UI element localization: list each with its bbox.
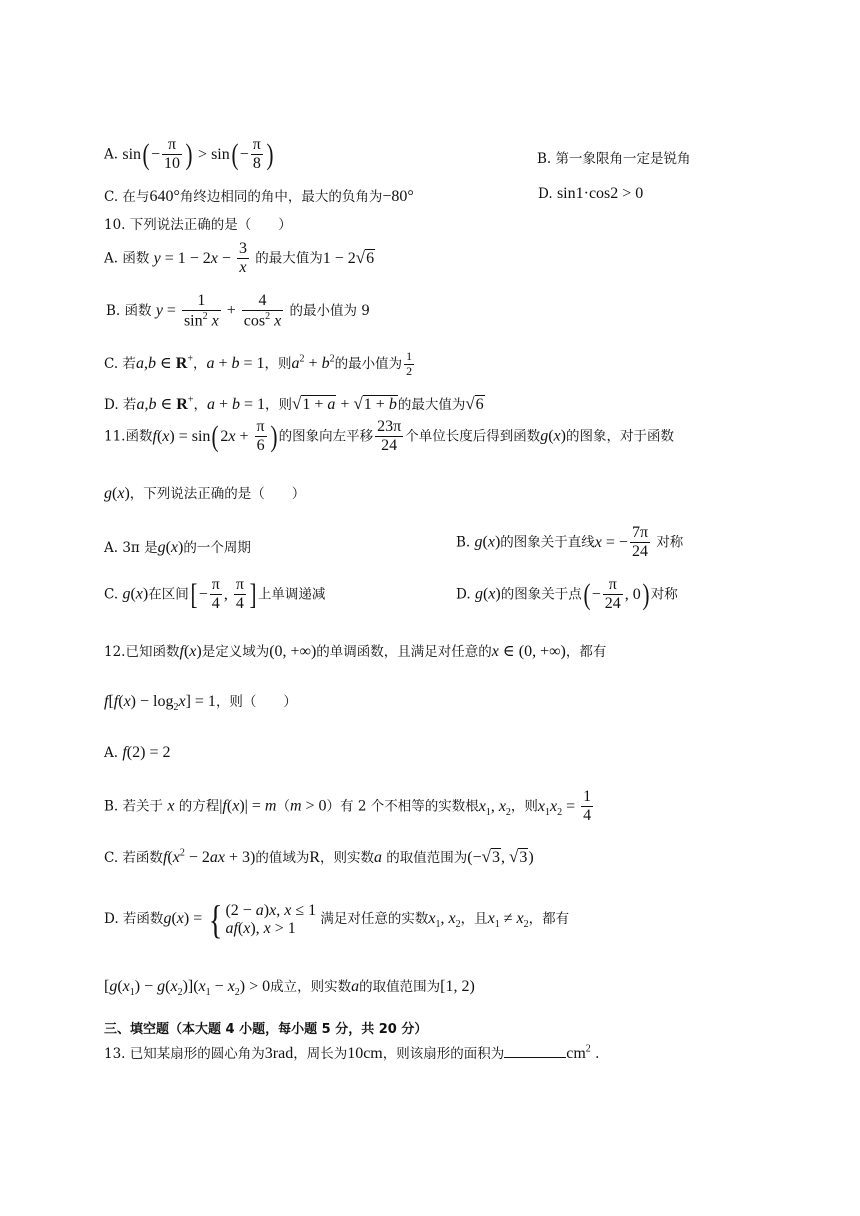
q11-option-d: D. g(x)的图象关于点(− $\frac{\pi}{24}$ , 0) 对称 bbox=[456, 576, 678, 613]
q12-option-c: C. 若函数$f(x^2 - 2ax + 3)$的值域为R，则实数a 的取值范围为(−√3, √3) bbox=[104, 847, 534, 866]
q11-stem-line2: g(x)，下列说法正确的是（ ） bbox=[104, 485, 306, 502]
q10-option-d: D. 若a,b ∈ R+，a + b = 1，则√1 + a + √1 + b的最大值为√6 bbox=[104, 394, 484, 413]
q12-option-a: A. f(2) = 2 bbox=[104, 744, 171, 761]
q12-stem-line2: $f[f(x) - \log_2x] = 1$，则（ ） bbox=[104, 693, 297, 714]
section-heading: 三、填空题（本大题 4 小题，每小题 5 分，共 20 分） bbox=[104, 1022, 428, 1037]
q11-option-c: C. g(x)在区间[− $\frac{\pi}{4}$ , $\frac{\pi}{4}$ ] 上单调递减 bbox=[104, 576, 326, 613]
q9-option-d: D. sin1·cos2 > 0 bbox=[538, 185, 644, 202]
option-label: A. bbox=[104, 146, 119, 163]
q12-stem-line1: 12.已知函数f(x)是定义域为(0, +∞)的单调函数，且满足对任意的x ∈ (0, +∞)，都有 bbox=[104, 643, 607, 660]
q9-option-b: B. 第一象限角一定是锐角 bbox=[537, 151, 691, 167]
q11-option-b: B. g(x)的图象关于直线x = − $\frac{7\pi}{24}$ 对称 bbox=[456, 524, 684, 561]
answer-blank[interactable] bbox=[504, 1045, 566, 1058]
q10-option-b: B. 函数 y = $\frac{1}{\sin^2 x}$ + $\frac{4}{\cos^2 x}$ 的最小值为 9 bbox=[106, 292, 370, 330]
q9-option-a: A. sin(− $\frac{\pi}{10}$ ) > sin(− $\frac{\pi}{8}$ ) bbox=[104, 136, 274, 173]
q11-option-a: A. 3π 是g(x)的一个周期 bbox=[104, 539, 251, 556]
q10-option-c: C. 若a,b ∈ R+，a + b = 1，则$a^2 + b^2$的最小值为 $\frac{1}{2}$ bbox=[104, 349, 413, 378]
q13-line: 13. 已知某扇形的圆心角为3rad，周长为10cm，则该扇形的面积为 $cm^2$ . bbox=[104, 1043, 600, 1062]
q12-option-d-line2: $[g(x_1) - g(x_2)](x_1 - x_2) > 0$成立，则实数a的取值范围为[1, 2) bbox=[104, 978, 475, 999]
q12-option-d: D. 若函数g(x) = { (2 − a)x, x ≤ 1 af(x), x > 1 满足对任意的实数$x_1$, $x_2$，且$x_1 \ne x_2$，都有 bbox=[104, 897, 570, 942]
q12-option-b: B. 若关于 x 的方程|f(x)| = m（m > 0）有 2 个不相等的实数根$x_1$, $x_2$，则$x_1x_2$ = $\frac{1}{4}$ bbox=[104, 788, 592, 825]
q10-option-a: A. 函数 y = 1 − 2x − $\frac{3}{x}$ 的最大值为1 − 2√6 bbox=[104, 240, 375, 277]
q10-stem: 10. 下列说法正确的是（ ） bbox=[104, 217, 292, 233]
q9-option-c: C. 在与640°角终边相同的角中，最大的负角为−80° bbox=[104, 188, 414, 205]
q11-stem-line1: 11.函数f(x) = sin(2x + $\frac{\pi}{6}$ ) 的图象向左平移 $\frac{23\pi}{24}$ 个单位长度后得到函数g(x)的图象，对于函数 bbox=[104, 418, 674, 455]
